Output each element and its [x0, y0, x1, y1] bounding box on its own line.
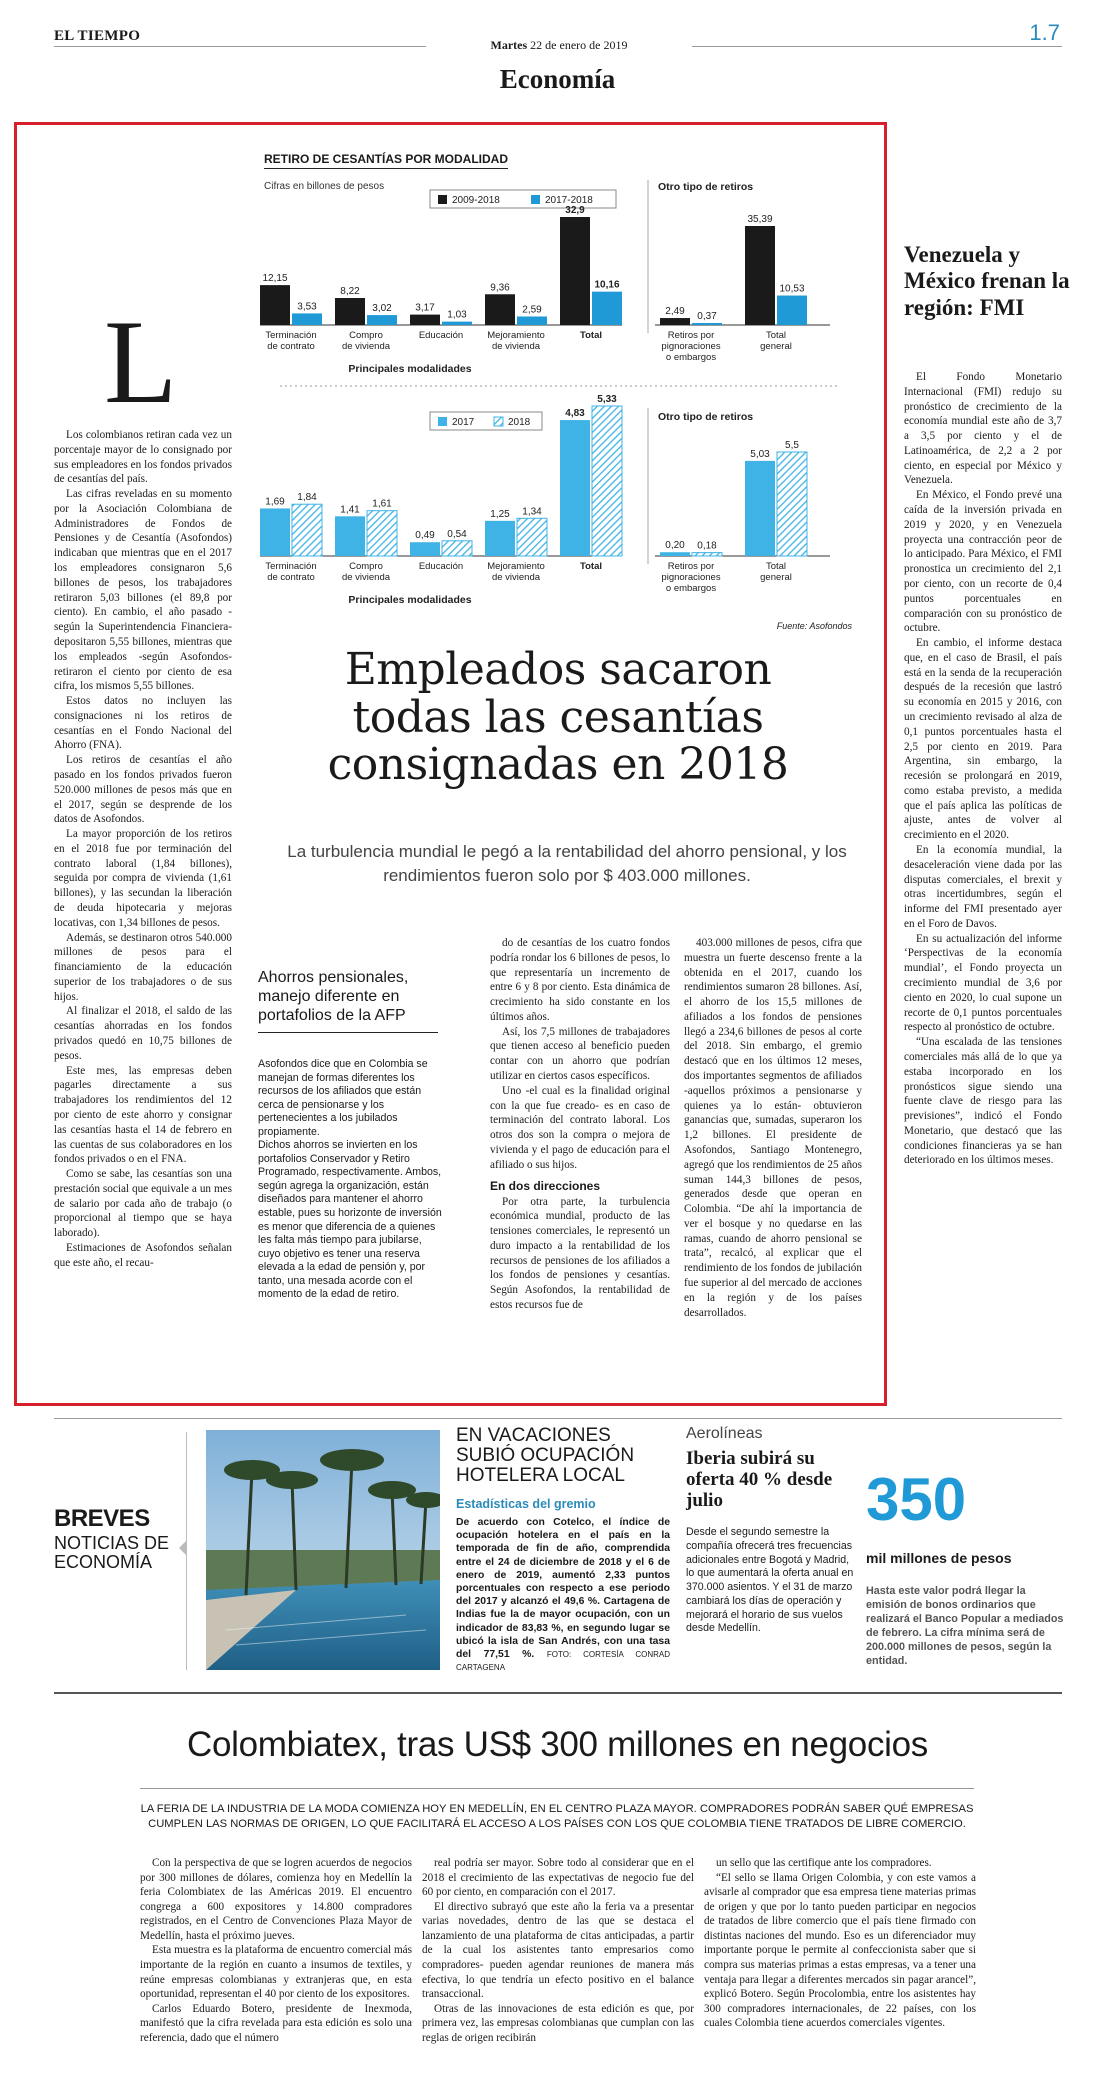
bar: [367, 315, 397, 325]
side-article-title: Venezuela y México frenan la región: FMI: [904, 242, 1070, 320]
header-rule-right: [692, 46, 1062, 47]
side-category-label: general: [760, 572, 792, 583]
paragraph: 403.000 millones de pesos, cifra que muestra un fuerte descenso frente a la obtenida en el 2017, cuando los rendimientos sumaron 28 billones. Así, el ahorro de los 15,5 millones de afiliados a los fondos de pensiones llegó a 234,6 billones de pesos al corte del 2018. Sin embargo, el gremio destacó que en los últimos 12 meses, dos importantes segmentos de afiliados -aquellos próximos a pensionarse y quienes ya lo están- obtuvieron ganancias que, sumadas, superaron los 1,2 billones. El presidente de Asofondos, Santiago Montenegro, agregó que los rendimientos de 25 años suman 144,3 billones de pesos, generados desde que operan en Colombia. “De ahí la importancia de ver el bosque y no quedarse en las ramas, cuando de ahorro pensional se trata”, recalcó, al explicar que el rendimiento de los fondos de jubilación fue superior al del mercado de acciones en la región y de los países desarrollados.: [684, 937, 862, 1319]
breves-label: BREVES: [54, 1505, 150, 1532]
colombiatex-column-3: [704, 1856, 976, 2031]
article-column-1: [54, 428, 232, 1271]
bar-label: 1,69: [265, 496, 285, 508]
side-bar: [745, 226, 775, 325]
paragraph: En la economía mundial, la desaceleración viene dada por las disputas comerciales, el brexit y otras incertidumbres, según el informe del FMI presentado ayer en el Foro de Davos.: [904, 844, 1062, 930]
side-category-label: Retiros por: [667, 330, 715, 341]
side-title: Otro tipo de retiros: [658, 181, 754, 193]
bar-label: 3,53: [297, 301, 317, 313]
side-bar: [777, 296, 807, 325]
drop-cap: L: [104, 295, 178, 428]
paragraph: En su actualización del informe ‘Perspectivas de la economía mundial’, el Fondo proyecta un crecimiento mundial de 3,6 por ciento en 2020, lo cual supone un recorte de 0,1 puntos porcentuales respecto al pronóstico de octubre.: [904, 932, 1062, 1034]
brief-2-body: Desde el segundo semestre la compañía ofrecerá tres frecuencias adicionales entre Bogotá y Madrid, lo que aumentará la oferta anual en 370.000 asientos. Y el 31 de marzo cambiará los días de operación y mejorará el horario de sus vuelos desde Medellín.: [686, 1526, 854, 1635]
brief-3-number: 350: [866, 1466, 967, 1533]
paragraph: Por otra parte, la turbulencia económica mundial, producto de las tensiones comerciales, le representó un duro impacto a la rentabilidad de los recursos de pensiones de los afiliados a los fondos de pensiones y cesantías. Según Asofondos, la rentabilidad de estos recursos fue de: [490, 1195, 670, 1311]
legend-label: 2017: [452, 417, 475, 428]
breves-divider: [186, 1432, 187, 1670]
category-label: Terminación: [265, 330, 317, 341]
colombiatex-column-1: [140, 1856, 412, 2045]
legend-label: 2018: [508, 417, 531, 428]
paragraph: do de cesantías de los cuatro fondos podría rondar los 6 billones de pesos, lo que representaría un incremento de entre 6 y 8 por ciento. Esta dinámica de crecimiento ha sido constante en los últimos años.: [490, 937, 670, 1023]
side-bar: [777, 452, 807, 556]
colombiatex-column-2: [422, 1856, 694, 2045]
side-category-label: pignoraciones: [661, 341, 721, 352]
bar-label: 1,84: [297, 492, 317, 504]
paragraph: La mayor proporción de los retiros en el 2018 fue por terminación del contrato laboral (1,84 billones), seguida por compra de vivienda (1,61 billones), y las secundan la liberación de deuda hipotecaria y mejoras locativas, con 1,34 billones de pesos.: [54, 828, 232, 929]
article-column-4: [684, 936, 862, 1320]
bar-label: 3,17: [415, 302, 435, 314]
legend-swatch: [438, 417, 447, 426]
bar-label: 32,9: [565, 205, 585, 216]
paragraph: Estos datos no incluyen las consignaciones ni los retiros de cesantías en el Fondo Nacional del Ahorro (FNA).: [54, 695, 232, 752]
bar: [292, 504, 322, 556]
bar-label: 8,22: [340, 286, 360, 298]
pointer-icon: [179, 1541, 186, 1555]
side-bar-label: 35,39: [747, 214, 773, 225]
section-title: Economía: [499, 64, 616, 94]
bar-label: 1,03: [447, 309, 467, 321]
paragraph: Dichos ahorros se invierten en los portafolios Conservador y Retiro Programado, respectivamente. Ambos, según agrega la organización, están diseñados para mantener el ahorro estable, pues su horizonte de inversión es menor que diferencia de a quienes les falta más tiempo para jubilarse, cuyo objetivo es tener una reserva elevada a la edad de pensión y, por tanto, una mesada acorde con el momento de la edad de retiro.: [258, 1139, 442, 1301]
bar: [260, 508, 290, 556]
newspaper-logo: EL TIEMPO: [54, 28, 141, 44]
side-bar-label: 0,18: [697, 540, 717, 552]
sidebar-title: Ahorros pensionales, manejo diferente en portafolios de la AFP: [258, 968, 438, 1033]
brief-2-kicker: Aerolíneas: [686, 1425, 763, 1442]
category-label: de contrato: [267, 341, 315, 352]
category-label: Compro: [349, 330, 383, 341]
source-label: Fuente: Asofondos: [776, 621, 852, 631]
category-label: Terminación: [265, 561, 317, 572]
paragraph: Como se sabe, las cesantías son una prestación social que equivale a un mes de salario por cada año de trabajo (o proporcional al tiempo que se haya laborado).: [54, 1168, 232, 1240]
paragraph: Otras de las innovaciones de esta edición es que, por primera vez, las empresas colombianas que cumplan con las reglas de origen recibirán: [422, 2002, 694, 2044]
article-deck: La turbulencia mundial le pegó a la rentabilidad del ahorro pensional, y los rendimientos fueron solo por $ 403.000 millones.: [287, 842, 847, 885]
colombiatex-headline: Colombiatex, tras US$ 300 millones en negocios: [186, 1725, 929, 1764]
bar-label: 1,34: [522, 506, 542, 518]
bar: [292, 313, 322, 325]
side-bar-label: 2,49: [665, 306, 685, 318]
category-label: Educación: [418, 561, 464, 572]
side-bar: [692, 323, 722, 325]
legend-swatch: [531, 195, 540, 204]
brief-1-title: EN VACACIONES SUBIÓ OCUPACIÓN HOTELERA LOCAL: [456, 1425, 635, 1486]
brief-1-body: De acuerdo con Cotelco, el índice de ocupación hotelera en el país en la temporada de fin de año, comprendida entre el 24 de diciembre de 2018 y el 6 de enero de 2019, aumentó 2,33 puntos porcentuales con respecto a ese periodo del 2017 y alcanzó el 49,6 %. Cartagena de Indias fue la de mayor ocupación, con un indicador de 83,83 %, en segundo lugar se ubicó la isla de San Andrés, con una tasa del 77,51 %. FOTO: CORTESÍA CONRAD CARTAGENA: [456, 1517, 671, 1673]
side-bar: [745, 461, 775, 556]
bar: [335, 516, 365, 556]
chart-title: RETIRO DE CESANTÍAS POR MODALIDAD: [264, 152, 508, 169]
bar-label: 0,54: [447, 528, 467, 540]
bar: [592, 406, 622, 556]
hotel-photo: [206, 1430, 440, 1670]
category-label: Educación: [418, 330, 464, 341]
brief-1-subtitle: Estadísticas del gremio: [456, 1497, 596, 1511]
paragraph: El Fondo Monetario Internacional (FMI) redujo su pronóstico de crecimiento de la economía mundial este año de 3,7 a 3,5 por ciento y el de Latinoamérica, de 2,2 a 2 por ciento, en especial por México y Venezuela.: [904, 371, 1062, 487]
brief-3-unit: mil millones de pesos: [866, 1550, 1012, 1566]
bar: [367, 511, 397, 556]
divider: [54, 1692, 1062, 1694]
photo-credit: FOTO: CORTESÍA CONRAD CARTAGENA: [456, 1650, 671, 1673]
category-label: de vivienda: [341, 572, 391, 583]
paragraph: Los retiros de cesantías el año pasado en los fondos privados fueron 520.000 millones de pesos más que en el 2017, según se desprende de los datos de Asofondos.: [54, 754, 232, 826]
category-label: Mejoramiento: [487, 330, 545, 341]
side-category-label: Retiros por: [667, 561, 715, 572]
divider: [140, 1788, 974, 1789]
bar-label: 12,15: [262, 273, 288, 285]
chart-2017-2018: [250, 392, 860, 632]
bar: [442, 322, 472, 325]
side-bar: [660, 318, 690, 325]
legend-label: 2017-2018: [545, 195, 593, 206]
side-category-label: pignoraciones: [661, 572, 721, 583]
category-label: Total: [580, 561, 602, 572]
paragraph: En cambio, el informe destaca que, en el caso de Brasil, el país está en la senda de la recuperación después de la recesión que lastró su economía en 2015 y 2016, con un crecimiento revisado al alza de 0,1 puntos porcentuales hasta el 2,5 por ciento en 2019. Para Argentina, sin embargo, la recesión se prolongará en 2019, como estaba previsto, a medida que el país aplica las políticas de ajuste, antes de volver al crecimiento en el 2020.: [904, 637, 1062, 842]
article-column-3: [490, 936, 670, 1313]
legend-label: 2009-2018: [452, 195, 500, 206]
paragraph: En México, el Fondo prevé una caída de la inversión privada en 2019 y 2020, y en Venezuela proyecta una contracción peor de lo anticipado. Para México, el FMI pronostica un crecimiento del 2,1 por ciento, con un recorte de 0,4 puntos porcentuales en comparación con su pronóstico de octubre.: [904, 489, 1062, 635]
bar: [335, 298, 365, 325]
category-label: Total: [580, 330, 602, 341]
category-label: de vivienda: [491, 572, 541, 583]
chart-subtitle: Cifras en billones de pesos: [264, 181, 385, 192]
bar-label: 9,36: [490, 282, 510, 294]
side-bar-label: 5,03: [750, 448, 770, 460]
bar: [410, 315, 440, 325]
paragraph: Con la perspectiva de que se logren acuerdos de negocios por 300 millones de dólares, comienza hoy en Medellín la feria Colombiatex de las Américas 2019. El encuentro congrega a 600 expositores y 14.800 compradores registrados, en el Centro de Convenciones Plaza Mayor de Medellín, hasta el próximo jueves.: [140, 1857, 412, 1942]
bar: [592, 292, 622, 325]
side-bar-label: 0,20: [665, 540, 685, 552]
bar: [410, 542, 440, 556]
issue-date: Martes 22 de enero de 2019: [490, 38, 628, 52]
paragraph: Al finalizar el 2018, el saldo de las cesantías ahorradas en los fondos privados quedó en 10,75 billones de pesos.: [54, 1005, 232, 1062]
x-axis-label: Principales modalidades: [348, 363, 472, 375]
chart-2009-2018: [250, 180, 860, 390]
header-rule-left: [54, 46, 426, 47]
paragraph: Asofondos dice que en Colombia se manejan de formas diferentes los recursos de los afiliados que están cerca de pensionarse y los pertenecientes a los jubilados propiamente.: [258, 1058, 428, 1138]
sidebar-body: [258, 1058, 442, 1302]
paragraph: “Una escalada de las tensiones comerciales más allá de lo que ya estaba incorporado en los pronósticos sigue siendo una fuente clave de riesgo para las previsiones”, indicó el Fondo Monetario, que destacó que las condiciones financieras ya se han deteriorado en los últimos meses.: [904, 1036, 1062, 1167]
side-category-label: general: [760, 341, 792, 352]
side-article-body: [904, 370, 1062, 1168]
category-label: de vivienda: [491, 341, 541, 352]
bar-label: 1,61: [372, 498, 392, 510]
side-bar-label: 10,53: [779, 283, 805, 295]
legend-swatch: [494, 417, 503, 426]
brief-3-body: Hasta este valor podrá llegar la emisión de bonos ordinarios que realizará el Banco Popular a mediados de febrero. La cifra mínima será de 200.000 millones de pesos, según la entidad.: [866, 1585, 1064, 1668]
bar-label: 1,41: [340, 504, 360, 516]
side-bar: [660, 552, 690, 556]
x-axis-label: Principales modalidades: [348, 594, 472, 606]
divider: [54, 1418, 1062, 1419]
paragraph: Esta muestra es la plataforma de encuentro comercial más importante de la región en cuanto a insumos de textiles, y reúne empresas colombianas y extranjeras que, en esta oportunidad, representan el 40 por ciento de los expositores.: [140, 1944, 412, 2001]
bar-label: 0,49: [415, 530, 435, 542]
paragraph: “El sello se llama Origen Colombia, y con este vamos a avisarle al comprador que esa empresa tiene materias primas de origen y que por lo tanto pueden participar en negocios de tratados de libre comercio que el país tiene firmado con distintas naciones del mundo. Eso es un diferenciador muy importante porque le permite al confeccionista saber que si compra sus materias primas a estas empresas, va a tener una ventaja para llegar a diferentes mercados sin pagar arancel”, explicó Botero. Según Procolombia, entre los asistentes hay 300 compradores internacionales, de 22 países, con los cuales Colombia tiene acuerdos comerciales vigentes.: [704, 1871, 976, 2030]
bar: [485, 521, 515, 556]
side-title: Otro tipo de retiros: [658, 411, 754, 423]
side-category-label: o embargos: [665, 583, 717, 594]
category-label: de contrato: [267, 572, 315, 583]
side-bar-label: 0,37: [697, 311, 717, 322]
page-number: 1.7: [1029, 20, 1060, 45]
category-label: de vivienda: [341, 341, 391, 352]
paragraph: Además, se destinaron otros 540.000 millones de pesos para el financiamiento de la educación superior de los trabajadores o de sus hijos.: [54, 931, 232, 1003]
bar: [517, 518, 547, 556]
colombiatex-deck: LA FERIA DE LA INDUSTRIA DE LA MODA COMIENZA HOY EN MEDELLÍN, EN EL CENTRO PLAZA MAYOR. COMPRADORES PODRÁN SABER QUÉ EMPRESAS CUMPLEN LAS NORMAS DE ORIGEN, LO QUE FACILITARÁ EL ACCESO A LOS PAÍSES CON LOS QUE COLOMBIA TIENE TRATADOS DE LIBRE COMERCIO.: [140, 1803, 974, 1831]
bar: [517, 316, 547, 325]
subhead: En dos direcciones: [490, 1178, 601, 1193]
bar: [485, 294, 515, 325]
side-bar-label: 5,5: [785, 440, 799, 451]
paragraph: Estimaciones de Asofondos señalan que este año, el recau-: [54, 1241, 232, 1269]
bar-label: 2,59: [522, 304, 542, 316]
bar-label: 5,33: [597, 394, 617, 405]
paragraph: real podría ser mayor. Sobre todo al considerar que en el 2018 el crecimiento de las expectativas de negocio fue del 60 por ciento, en comparación con el 2017.: [422, 1857, 694, 1899]
bar: [560, 420, 590, 556]
paragraph: Así, los 7,5 millones de trabajadores que tienen acceso al beneficio pueden contar con un ahorro que podrían utilizar en ciertos casos específicos.: [490, 1025, 670, 1083]
category-label: Compro: [349, 561, 383, 572]
paragraph: Este mes, las empresas deben pagarles directamente a sus trabajadores los rendimientos del 12 por ciento de este ahorro y consignar las cesantías hasta el 14 de febrero en las cuentas de sus colaboradores en los fondos privados o en el FNA.: [54, 1064, 232, 1166]
side-category-label: o embargos: [665, 352, 717, 363]
article-headline: Empleados sacaron todas las cesantías consignadas en 2018: [327, 644, 789, 791]
paragraph: Las cifras reveladas en su momento por la Asociación Colombiana de Administradores de Fondos de Pensiones y de Cesantía (Asofondos) indicaban que mientras que en el 2017 los empleadores consignaron 5,6 billones de pesos, los trabajadores retiraron 5,03 billones (el 89,8 por ciento). En cambio, el año pasado -según la Superintendencia Financiera- depositaron 5,55 billones, mientras que los empleados -según Asofondos- retiraron el ciento por ciento de esa cifra, los mismos 5,55 billones.: [54, 488, 232, 693]
legend-swatch: [438, 195, 447, 204]
bar: [260, 285, 290, 325]
bar-label: 1,25: [490, 508, 510, 520]
brief-2-title: Iberia subirá su oferta 40 % desde julio: [686, 1448, 833, 1511]
category-label: Mejoramiento: [487, 561, 545, 572]
bar-label: 4,83: [565, 408, 585, 420]
bar: [442, 541, 472, 556]
bar-label: 10,16: [594, 279, 620, 291]
paragraph: Carlos Eduardo Botero, presidente de Inexmoda, manifestó que la cifra revelada para esta edición es solo una referencia, dado que el número: [140, 2002, 412, 2044]
side-category-label: Total: [765, 561, 787, 572]
paragraph: Uno -el cual es la finalidad original con la que fue creado- es en caso de terminación del contrato laboral. Los otros dos son la compra o mejora de vivienda y el pago de educación para el afiliado o sus hijos.: [490, 1084, 670, 1171]
paragraph: un sello que las certifique ante los compradores.: [716, 1857, 932, 1869]
breves-sublabel: NOTICIAS DE ECONOMÍA: [54, 1533, 170, 1572]
side-bar: [692, 553, 722, 556]
bar: [560, 217, 590, 325]
paragraph: Los colombianos retiran cada vez un porcentaje mayor de lo consignado por sus empleadores en los fondos privados de cesantías del país.: [54, 429, 232, 486]
side-category-label: Total: [765, 330, 787, 341]
paragraph: El directivo subrayó que este año la feria va a presentar varias novedades, dentro de las que se destaca el lanzamiento de una plataforma de citas anticipadas, a partir de la cual los asistentes tanto empresarios como compradores- pueden agendar reuniones de manera más efectiva, lo que tendría un efecto positivo en el balance transaccional.: [422, 1900, 694, 2001]
bar-label: 3,02: [372, 303, 392, 315]
